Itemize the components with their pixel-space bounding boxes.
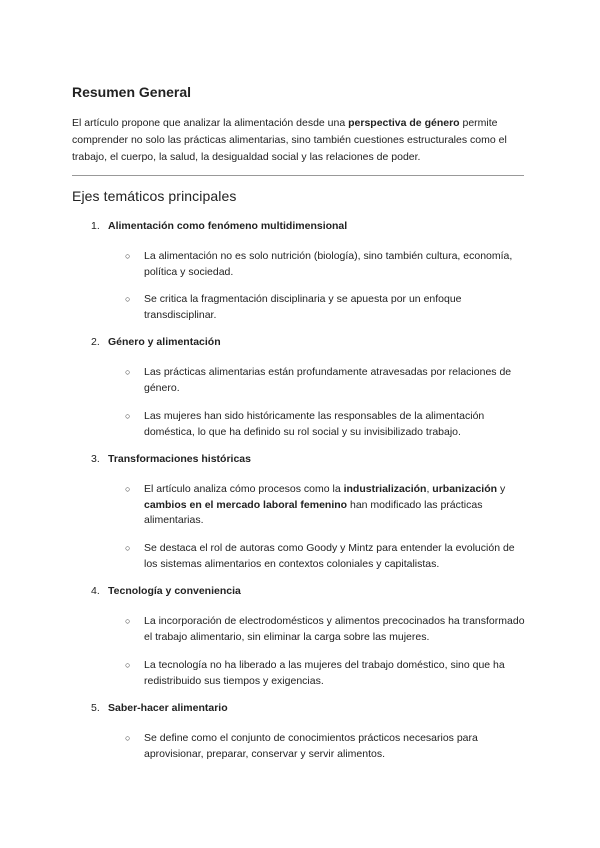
bullet-circle-icon: ○: [125, 484, 131, 494]
list-item: [125, 292, 525, 323]
list-item: [125, 365, 525, 396]
summary-intro: [72, 115, 532, 166]
bold-term: urbanización: [432, 483, 498, 495]
topic-label: Saber-hacer alimentario: [108, 702, 228, 714]
list-item-text: La tecnología no ha liberado a las mujeres del trabajo doméstico, sino que ha redistribuido sus tiempos y exigencias.: [144, 659, 505, 687]
bullet-circle-icon: ○: [125, 411, 131, 421]
section-divider: [72, 175, 524, 176]
text-run: y: [497, 483, 506, 495]
list-item-text: Se critica la fragmentación disciplinaria y se apuesta por un enfoque transdisciplinar.: [144, 293, 462, 321]
summary-title: Resumen General: [72, 84, 192, 100]
list-item: [125, 482, 525, 529]
topic-heading-3: [91, 453, 251, 465]
topic-number: 3.: [91, 453, 100, 465]
topic-label: Género y alimentación: [108, 336, 221, 348]
bold-term: industrialización: [343, 483, 427, 495]
topic-number: 1.: [91, 220, 100, 232]
list-item-text: Las mujeres han sido históricamente las responsables de la alimentación doméstica, lo que ha definido su rol social y su invisibilizado trabajo.: [144, 410, 485, 438]
bullet-circle-icon: ○: [125, 616, 131, 626]
topic-heading-2: [91, 336, 221, 348]
list-item-text: [144, 482, 525, 529]
list-item-text: Se define como el conjunto de conocimientos prácticos necesarios para aprovisionar, preparar, conservar y servir alimentos.: [144, 732, 478, 760]
bullet-circle-icon: ○: [125, 660, 131, 670]
topic-number: 2.: [91, 336, 100, 348]
bullet-circle-icon: ○: [125, 733, 131, 743]
list-item-text: La incorporación de electrodomésticos y alimentos precocinados ha transformado el trabajo alimentario, sin eliminar la carga sobre las mujeres.: [144, 615, 525, 643]
list-item: [125, 614, 525, 645]
topic-label: Transformaciones históricas: [108, 453, 251, 465]
topic-number: 5.: [91, 702, 100, 714]
text-run: El artículo analiza cómo procesos como la: [144, 483, 344, 495]
text-run: han modificado las prácticas alimentarias.: [144, 498, 483, 526]
bullet-circle-icon: ○: [125, 367, 131, 377]
bold-term: cambios en el mercado laboral femenino: [144, 498, 348, 511]
text-run: ,: [426, 483, 433, 495]
section-title: Ejes temáticos principales: [72, 188, 237, 204]
intro-text-2: permite comprender no solo las prácticas alimentarias, sino también cuestiones estructurales como el trabajo, el cuerpo, la salud, la desigualdad social y las relaciones de poder.: [72, 117, 507, 163]
topic-heading-1: [91, 220, 347, 232]
bullet-circle-icon: ○: [125, 251, 131, 261]
intro-text-1: El artículo propone que analizar la alimentación desde una: [72, 117, 349, 129]
list-item: [125, 541, 525, 572]
list-item: [125, 409, 525, 440]
list-item-text: Las prácticas alimentarias están profundamente atravesadas por relaciones de género.: [144, 366, 512, 394]
list-item-text: La alimentación no es solo nutrición (biología), sino también cultura, economía, política y sociedad.: [144, 250, 513, 278]
list-item: [125, 658, 525, 689]
list-item: [125, 731, 525, 762]
list-item-text: Se destaca el rol de autoras como Goody y Mintz para entender la evolución de los sistemas alimentarios en contextos coloniales y capitalistas.: [144, 542, 515, 570]
bullet-circle-icon: ○: [125, 294, 131, 304]
topic-label: Alimentación como fenómeno multidimensional: [108, 220, 348, 232]
topic-heading-5: [91, 702, 228, 714]
list-item: [125, 249, 525, 280]
bullet-circle-icon: ○: [125, 543, 131, 553]
topic-label: Tecnología y conveniencia: [108, 585, 241, 597]
topic-heading-4: [91, 585, 241, 597]
topic-number: 4.: [91, 585, 100, 597]
intro-bold-term: perspectiva de género: [348, 117, 460, 129]
